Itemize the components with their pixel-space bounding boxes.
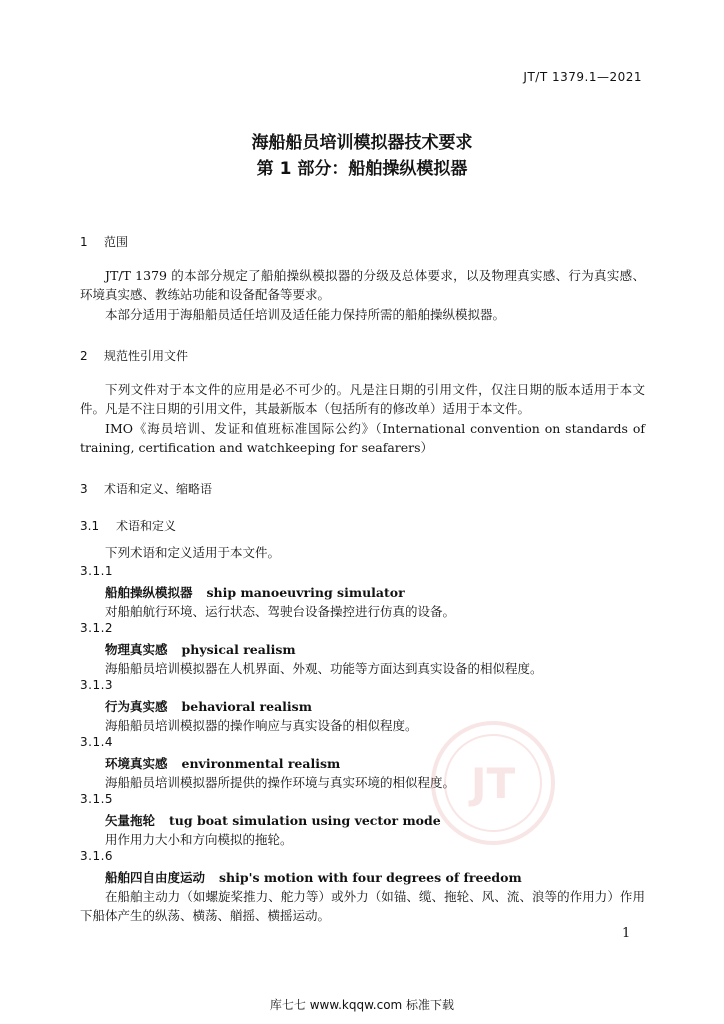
term-definition: 海船船员培训模拟器所提供的操作环境与真实环境的相似程度。 <box>105 775 456 790</box>
term-definition: 在船舶主动力（如螺旋桨推力、舵力等）或外力（如锚、缆、拖轮、风、流、浪等的作用力）作用下船体产生的纵荡、横荡、艏摇、横摇运动。 <box>80 889 645 923</box>
section-number: 3.1 <box>80 519 100 533</box>
term-number: 3.1.3 <box>80 678 114 692</box>
section-2-heading <box>80 347 188 364</box>
term-heading <box>105 868 522 886</box>
section-1-heading <box>80 233 128 250</box>
term-number: 3.1.2 <box>80 621 114 635</box>
term-definition: 海船船员培训模拟器在人机界面、外观、功能等方面达到真实设备的相似程度。 <box>105 661 543 676</box>
term-en: physical realism <box>181 642 296 657</box>
document-subtitle: 第 1 部分：船舶操纵模拟器 <box>256 159 468 179</box>
term-zh: 船舶四自由度运动 <box>105 870 206 885</box>
term-number: 3.1.4 <box>80 735 114 749</box>
footer-source: 库七七 www.kqqw.com 标准下载 <box>269 998 455 1012</box>
term-en: behavioral realism <box>181 699 312 714</box>
scope-paragraph-1: JT/T 1379 的本部分规定了船舶操纵模拟器的分级及总体要求，以及物理真实感、行为真实感、环境真实感、教练站功能和设备配备等要求。 <box>80 268 645 302</box>
term-heading <box>105 754 340 772</box>
term-heading <box>105 583 405 601</box>
term-number: 3.1.6 <box>80 849 114 863</box>
term-number: 3.1.1 <box>80 564 114 578</box>
watermark-text: JT <box>470 759 516 808</box>
normative-reference-imo: IMO《海员培训、发证和值班标准国际公约》（International convention on standards of training, certification and watchkeeping for seafarers） <box>80 421 645 455</box>
term-heading <box>105 697 312 715</box>
term-heading <box>105 811 441 829</box>
section-title: 术语和定义、缩略语 <box>104 482 213 496</box>
jt-watermark-seal <box>428 718 558 848</box>
document-title: 海船船员培训模拟器技术要求 <box>251 133 473 153</box>
terms-intro: 下列术语和定义适用于本文件。 <box>105 545 281 560</box>
term-heading <box>105 640 296 658</box>
term-number: 3.1.5 <box>80 792 114 806</box>
standard-code: JT/T 1379.1—2021 <box>523 70 642 84</box>
section-number: 1 <box>80 235 88 249</box>
term-en: environmental realism <box>181 756 341 771</box>
section-3-1-heading <box>80 517 176 534</box>
term-definition: 用作用力大小和方向模拟的拖轮。 <box>105 832 293 847</box>
term-definition: 海船船员培训模拟器的操作响应与真实设备的相似程度。 <box>105 718 418 733</box>
term-definition: 对船舶航行环境、运行状态、驾驶台设备操控进行仿真的设备。 <box>105 604 456 619</box>
section-title: 术语和定义 <box>116 519 177 533</box>
term-zh: 船舶操纵模拟器 <box>105 585 193 600</box>
term-zh: 行为真实感 <box>105 699 168 714</box>
page-number: 1 <box>622 926 631 941</box>
term-en: ship's motion with four degrees of freedom <box>219 870 522 885</box>
term-en: ship manoeuvring simulator <box>206 585 405 600</box>
normative-paragraph-1: 下列文件对于本文件的应用是必不可少的。凡是注日期的引用文件，仅注日期的版本适用于本文件。凡是不注日期的引用文件，其最新版本（包括所有的修改单）适用于本文件。 <box>80 382 645 416</box>
section-title: 规范性引用文件 <box>104 349 189 363</box>
term-en: tug boat simulation using vector mode <box>169 813 441 828</box>
term-zh: 物理真实感 <box>105 642 168 657</box>
term-zh: 环境真实感 <box>105 756 168 771</box>
scope-paragraph-2: 本部分适用于海船船员适任培训及适任能力保持所需的船舶操纵模拟器。 <box>105 307 506 322</box>
term-zh: 矢量拖轮 <box>105 813 156 828</box>
section-number: 3 <box>80 482 88 496</box>
section-3-heading <box>80 480 212 497</box>
section-title: 范围 <box>104 235 129 249</box>
section-number: 2 <box>80 349 88 363</box>
